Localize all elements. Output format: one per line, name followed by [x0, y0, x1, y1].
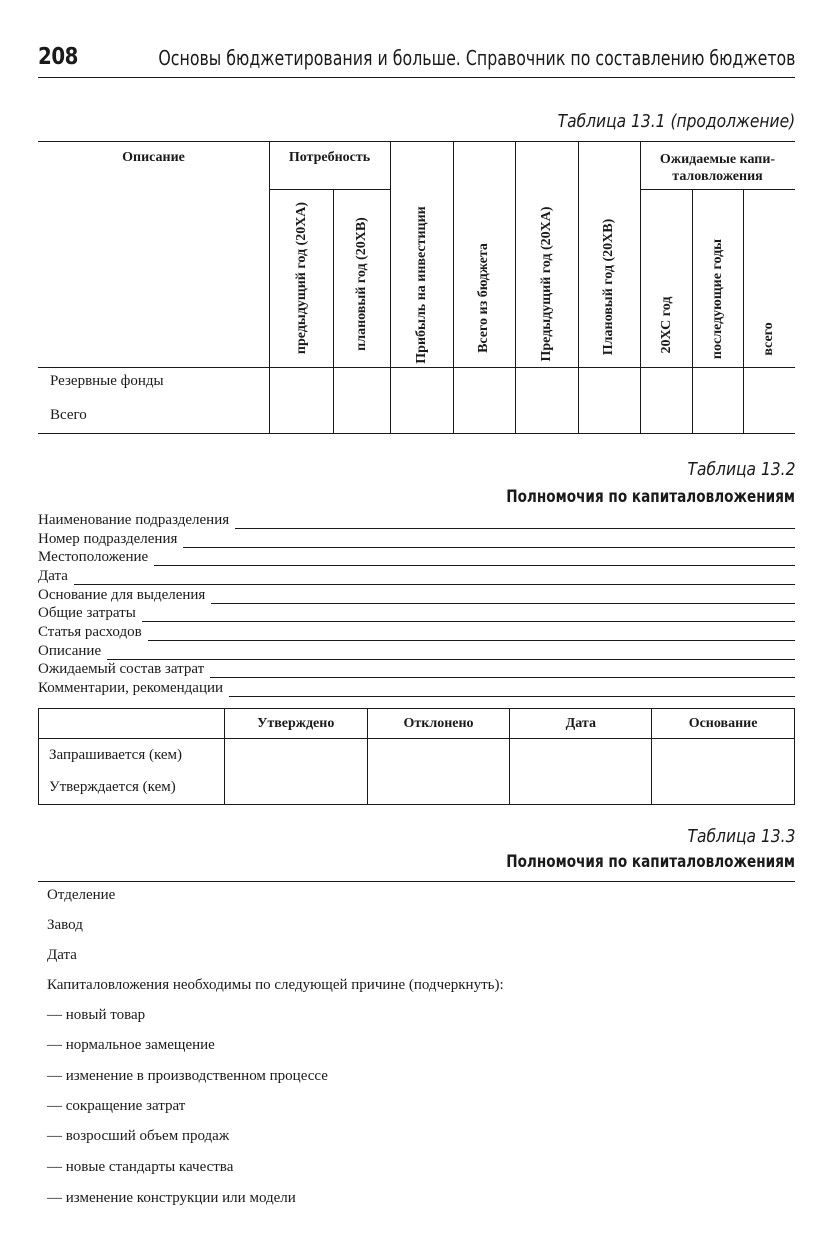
approval-grid	[38, 708, 795, 805]
header-description: Описание	[122, 150, 185, 165]
approval-header-basis: Основание	[652, 709, 795, 739]
book-title: Основы бюджетирования и больше. Справочник по составлению бюджетов	[157, 46, 795, 70]
list-item: — изменение в производственном процессе	[47, 1068, 328, 1084]
approval-header-blank	[39, 709, 225, 739]
field-expense-item[interactable]	[38, 622, 795, 641]
approval-cell[interactable]	[367, 739, 510, 805]
field-label: Дата	[38, 568, 68, 584]
field-label: Описание	[38, 643, 102, 659]
divider	[38, 881, 795, 882]
approval-cell[interactable]	[510, 739, 652, 805]
header-expected-line2: таловложения	[672, 169, 763, 184]
row-label-approved-by: Утверждается (кем)	[39, 772, 225, 805]
header-prev-year-cap: Предыдущий год (20ХА)	[539, 206, 554, 362]
list-item: — изменение конструкции или модели	[47, 1190, 296, 1206]
approval-header-rejected: Отклонено	[367, 709, 510, 739]
header-prev-year: предыдущий год (20ХА)	[294, 201, 309, 355]
field-label: Статья расходов	[38, 624, 142, 640]
list-item: — нормальное замещение	[47, 1037, 215, 1053]
list-item: — возросший объем продаж	[47, 1128, 230, 1144]
table-13-1	[38, 141, 795, 434]
header-profit: Прибыль на инвестиции	[414, 206, 429, 364]
field-label: Основание для выделения	[38, 587, 206, 603]
header-budget-total: Всего из бюджета	[476, 243, 491, 353]
list-item: Капиталовложения необходимы по следующей причине (подчеркнуть):	[47, 977, 504, 993]
table-13-3-title: Полномочия по капиталовложениям	[506, 852, 795, 872]
field-label: Наименование подразделения	[38, 512, 230, 528]
approval-cell[interactable]	[652, 739, 795, 805]
running-header	[38, 40, 795, 78]
fill-line[interactable]	[74, 571, 795, 585]
field-date[interactable]	[38, 566, 795, 585]
fill-line[interactable]	[154, 552, 795, 566]
table-13-1-caption: Таблица 13.1 (продолжение)	[557, 111, 795, 132]
header-expected-capex	[640, 151, 795, 185]
field-label: Комментарии, рекомендации	[38, 680, 224, 696]
field-description[interactable]	[38, 641, 795, 660]
row-label-total: Всего	[50, 407, 87, 423]
approval-header-row	[39, 709, 795, 739]
approval-header-date: Дата	[510, 709, 652, 739]
header-plan-year: плановый год (20ХВ)	[354, 217, 369, 351]
field-label: Ожидаемый состав затрат	[38, 661, 205, 677]
list-item: Дата	[47, 947, 77, 963]
field-comments[interactable]	[38, 678, 795, 697]
list-item: — новый товар	[47, 1007, 146, 1023]
fill-line[interactable]	[107, 646, 795, 660]
approval-cell[interactable]	[224, 739, 367, 805]
field-expected-cost-structure[interactable]	[38, 659, 795, 678]
header-expected-line1: Ожидаемые капи-	[659, 152, 776, 167]
field-total-costs[interactable]	[38, 603, 795, 622]
row-label-reserve-funds: Резервные фонды	[50, 373, 164, 389]
list-item: Завод	[47, 917, 83, 933]
list-item: — сокращение затрат	[47, 1098, 186, 1114]
header-year-c: 20ХС год	[659, 296, 674, 354]
field-location[interactable]	[38, 547, 795, 566]
row-label-requested-by: Запрашивается (кем)	[39, 739, 225, 772]
fill-line[interactable]	[183, 534, 795, 548]
field-division-number[interactable]	[38, 529, 795, 548]
list-item: — новые стандарты качества	[47, 1159, 234, 1175]
table-13-2-caption: Таблица 13.2	[687, 459, 795, 480]
field-label: Местоположение	[38, 549, 149, 565]
field-label: Общие затраты	[38, 605, 136, 621]
header-need: Потребность	[288, 150, 371, 165]
page-number: 208	[38, 44, 79, 70]
table-13-3-caption: Таблица 13.3	[687, 826, 795, 847]
field-basis[interactable]	[38, 585, 795, 604]
fill-line[interactable]	[142, 608, 795, 622]
header-plan-year-cap: Плановый год (20ХВ)	[601, 218, 616, 356]
list-item: Отделение	[47, 887, 116, 903]
table-row	[39, 739, 795, 772]
field-label: Номер подразделения	[38, 531, 178, 547]
fill-line[interactable]	[211, 590, 795, 604]
header-total: всего	[761, 322, 776, 356]
header-following-years: последующие годы	[710, 238, 725, 360]
fill-line[interactable]	[229, 683, 795, 697]
field-division-name[interactable]	[38, 510, 795, 529]
approval-header-approved: Утверждено	[224, 709, 367, 739]
fill-line[interactable]	[235, 515, 795, 529]
fill-line[interactable]	[210, 664, 795, 678]
fill-line[interactable]	[148, 627, 795, 641]
table-13-2-title: Полномочия по капиталовложениям	[506, 487, 795, 507]
